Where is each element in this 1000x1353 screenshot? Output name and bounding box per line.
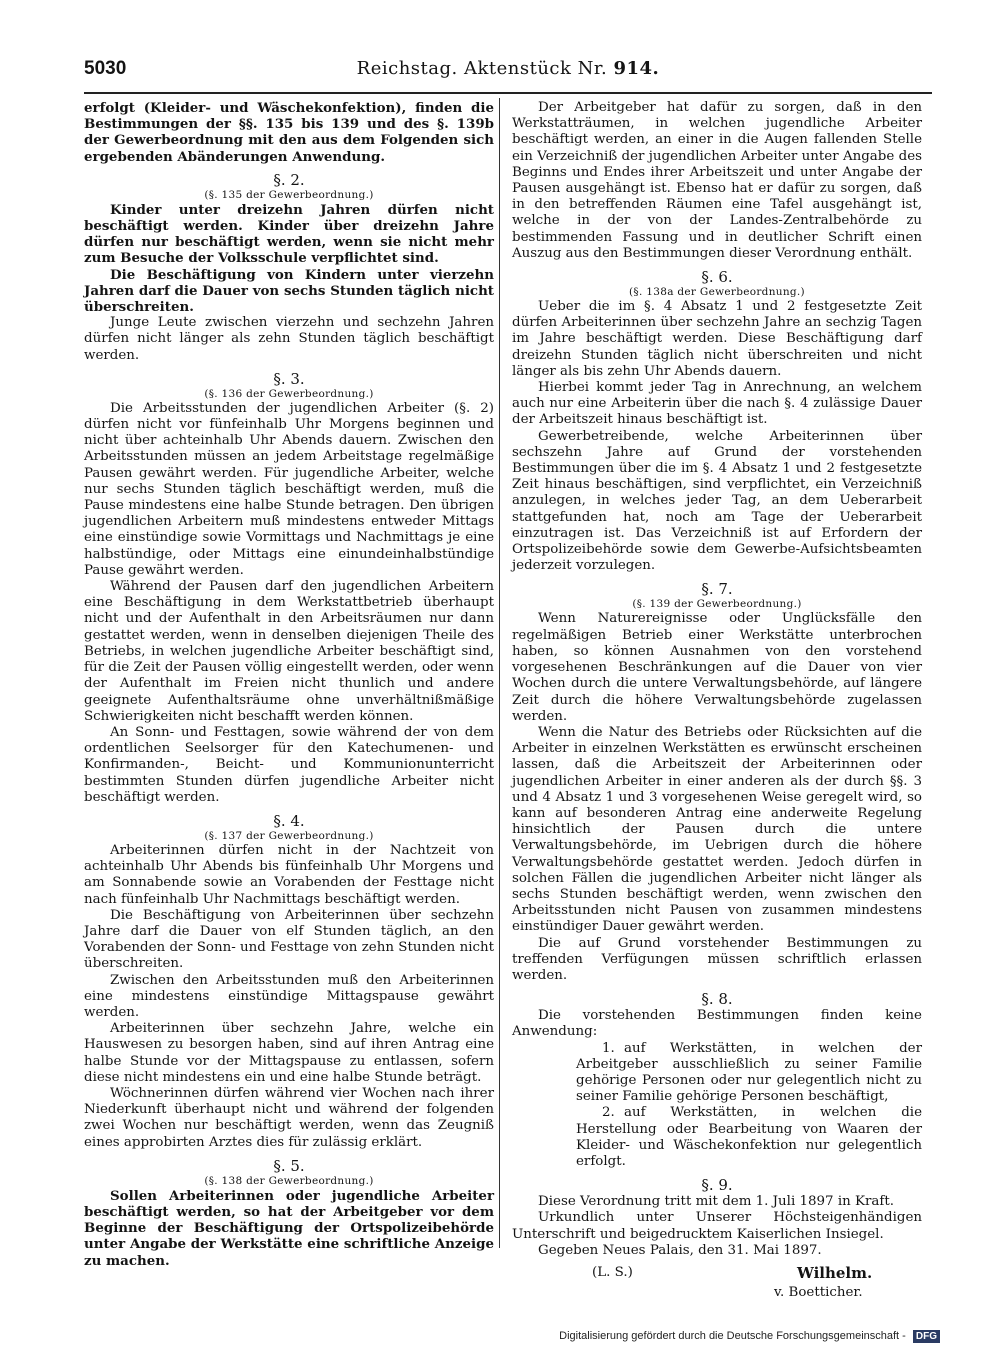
dfg-logo-icon: DFG [913, 1330, 940, 1343]
paragraph: Die Beschäftigung von Arbeiterinnen über sechzehn Jahre darf die Dauer von elf Stunden täglich, an den Vorabenden der Sonn- und Festtage von zehn Stunden nicht überschreiten. [84, 907, 494, 972]
paragraph: Die Beschäftigung von Kindern unter vierzehn Jahren darf die Dauer von sechs Stunden täglich nicht überschreiten. [84, 266, 494, 316]
section-heading-7: §. 7. [701, 580, 733, 599]
signer-name: Wilhelm. [797, 1264, 873, 1282]
paragraph: An Sonn- und Festtagen, sowie während der von dem ordentlichen Seelsorger für den Katechumenen- und Konfirmanden-, Beicht- und Kommunionunterricht bestimmten Stunden dürfen jugendliche Arbeiter nicht beschäftigt werden. [84, 724, 494, 805]
page-header [84, 58, 932, 88]
section-heading-6: §. 6. [701, 268, 733, 287]
header-rule [84, 92, 932, 94]
paragraph: Diese Verordnung tritt mit dem 1. Juli 1897 in Kraft. [538, 1194, 894, 1210]
list-item-text: auf Werkstätten, in welchen die Herstellung oder Bearbeitung von Waaren der Kleider- und Wäschekonfektion nur gelegentlich erfolgt. [576, 1105, 922, 1169]
paragraph: Während der Pausen darf den jugendlichen Arbeitern eine Beschäftigung in dem Werkstattbetrieb überhaupt nicht und der Aufenthalt in den Arbeitsräumen nur dann gestattet werden, wenn in denselben diejenigen Theile des Betriebs, in welchen jugendliche Arbeiter beschäftigt sind, für die Zeit der Pausen völlig eingestellt werden, oder wenn der Aufenthalt im Freien nicht thunlich und andere geeignete Aufenthaltsräume ohne unverhältnißmäßige Schwierigkeiten nicht beschafft werden können. [84, 579, 494, 724]
left-column [84, 100, 494, 1269]
paragraph: Die vorstehenden Bestimmungen finden keine Anwendung: [512, 1008, 922, 1040]
section-reference-7: (§. 139 der Gewerbeordnung.) [632, 598, 802, 611]
intro-paragraph: erfolgt (Kleider- und Wäschekonfektion), finden die Bestimmungen der §§. 135 bis 139 und des §. 139b der Gewerbeordnung mit den aus dem Folgenden sich ergebenden Abänderungen Anwendung. [84, 100, 494, 165]
column-divider [499, 98, 500, 1248]
section-reference-4: (§. 137 der Gewerbeordnung.) [204, 829, 374, 842]
section-heading-9: §. 9. [701, 1176, 733, 1195]
paragraph: Die auf Grund vorstehender Bestimmungen zu treffenden Verfügungen müssen schriftlich erlassen werden. [512, 935, 922, 983]
paragraph: Der Arbeitgeber hat dafür zu sorgen, daß in den Werkstatträumen, in welchen jugendliche Arbeiter beschäftigt werden, an einer in die Augen fallenden Stelle ein Verzeichniß der jugendlichen Arbeiter unter Angabe des Beginns und Endes ihrer Arbeitszeit und unter Angabe der Pausen ausgehängt ist. Ebenso hat er dafür zu sorgen, daß in den betreffenden Räumen eine Tafel ausgehängt ist, welche in der von der Landes-Zentralbehörde zu bestimmenden Fassung und in deutlicher Schrift einen Auszug aus den Bestimmungen dieser Verordnung enthält. [512, 100, 922, 261]
running-title [84, 58, 932, 79]
section-heading-5: §. 5. [273, 1156, 305, 1175]
section-reference-6: (§. 138a der Gewerbeordnung.) [629, 286, 805, 299]
document-number: 914. [613, 58, 660, 79]
list-item [512, 1041, 922, 1106]
paragraph: Wöchnerinnen dürfen während vier Wochen nach ihrer Niederkunft überhaupt nicht und während der folgenden zwei Wochen nur beschäftigt werden, wenn das Zeugniß eines approbirten Arztes dies für zulässig erklärt. [84, 1085, 494, 1150]
signature-block [512, 1265, 922, 1321]
section-reference-5: (§. 138 der Gewerbeordnung.) [204, 1174, 374, 1187]
paragraph: Hierbei kommt jeder Tag in Anrechnung, an welchem auch nur eine Arbeiterin über die nach §. 4 zulässige Dauer der Arbeitszeit hinaus beschäftigt ist. [512, 380, 922, 428]
paragraph: Kinder unter dreizehn Jahren dürfen nicht beschäftigt werden. Kinder über dreizehn Jahre dürfen nur beschäftigt werden, wenn sie nicht mehr zum Besuche der Volksschule verpflichtet sind. [84, 201, 494, 267]
paragraph: Arbeiterinnen dürfen nicht in der Nachtzeit von achteinhalb Uhr Abends bis fünfeinhalb Uhr Morgens und am Sonnabende sowie an Vorabenden der Festtage nicht nach fünfeinhalb Uhr Nachmittags beschäftigt werden. [84, 842, 494, 907]
section-heading-2: §. 2. [273, 170, 305, 189]
seal-mark: (L. S.) [592, 1265, 633, 1280]
paragraph: Wenn die Natur des Betriebs oder Rücksichten auf die Arbeiter in einzelnen Werkstätten es erwünscht erscheinen lassen, daß die Arbeitszeit der Arbeiterinnen oder jugendlichen Arbeiter in einer anderen als der durch §§. 3 und 4 Absatz 1 und 3 vorgesehenen Weise geregelt wird, so kann auf besonderen Antrag eine anderweite Regelung hinsichtlich der Pausen durch die untere Verwaltungsbehörde, im Uebrigen durch die höhere Verwaltungsbehörde gestattet werden. Jedoch dürfen in solchen Fällen die jugendlichen Arbeiter nicht länger als sechs Stunden beschäftigt werden, wenn zwischen den Arbeitsstunden nicht Pausen von zusammen mindestens einstündiger Dauer gewährt werden. [512, 724, 922, 935]
paragraph: Gegeben Neues Palais, den 31. Mai 1897. [538, 1242, 822, 1258]
paragraph: Zwischen den Arbeitsstunden muß den Arbeiterinnen eine mindestens einstündige Mittagspause gewährt werden. [84, 972, 494, 1020]
paragraph: Ueber die im §. 4 Absatz 1 und 2 festgesetzte Zeit dürfen Arbeiterinnen über sechzehn Jahre an sechzig Tagen im Jahre beschäftigt werden. Diese Beschäftigung darf dreizehn Stunden täglich nicht überschreiten und nicht länger als bis zehn Uhr Abends dauern. [512, 299, 922, 379]
list-item-text: auf Werkstätten, in welchen der Arbeitgeber ausschließlich zu seiner Familie gehörige Personen oder nur gelegentlich nicht zu seiner Familie gehörige Personen beschäftigt, [576, 1040, 922, 1105]
right-column [512, 100, 922, 1321]
paragraph: Arbeiterinnen über sechzehn Jahre, welche ein Hauswesen zu besorgen haben, sind auf ihren Antrag eine halbe Stunde vor der Mittagspause zu entlassen, sofern diese nicht mindestens ein und eine halbe Stunde beträgt. [84, 1021, 494, 1085]
paragraph: Gewerbetreibende, welche Arbeiterinnen über sechszehn Jahre auf Grund der vorstehenden Bestimmungen über die im §. 4 Absatz 1 und 2 festgesetzte Zeit hinaus beschäftigen, sind verpflichtet, ein Verzeichniß anzulegen, in welches jeder Tag, an dem Ueberarbeit stattgefunden hat, noch am Tage der Ueberarbeit einzutragen ist. Das Verzeichniß ist auf Erfordern der Ortspolizeibehörde sowie dem Gewerbe-Aufsichtsbeamten jederzeit vorzulegen. [512, 428, 922, 574]
paragraph: Die Arbeitsstunden der jugendlichen Arbeiter (§. 2) dürfen nicht vor fünfeinhalb Uhr Morgens beginnen und nicht über achteinhalb Uhr Abends dauern. Zwischen den Arbeitsstunden müssen an jedem Arbeitstage regelmäßige Pausen gewährt werden. Für jugendliche Arbeiter, welche nur sechs Stunden täglich beschäftigt werden, muß die Pause mindestens eine halbe Stunde betragen. Den übrigen jugendlichen Arbeitern muß mindestens entweder Mittags eine einstündige sowie Vormittags und Nachmittags je eine halbstündige, oder Mittags eine einundeinhalbstündige Pause gewährt werden. [84, 400, 494, 578]
list-item [512, 1105, 922, 1170]
list-item-number: 2. [602, 1105, 615, 1121]
section-heading-3: §. 3. [273, 369, 305, 388]
paragraph: Urkundlich unter Unserer Höchsteigenhändigen Unterschrift und beigedrucktem Kaiserlichen Insiegel. [512, 1210, 922, 1242]
running-title-text: Reichstag. Aktenstück Nr. [356, 58, 608, 79]
section-reference-3: (§. 136 der Gewerbeordnung.) [204, 387, 374, 400]
page-number: 5030 [84, 58, 127, 79]
list-item-number: 1. [602, 1040, 615, 1056]
section-heading-8: §. 8. [701, 990, 733, 1009]
paragraph: Junge Leute zwischen vierzehn und sechzehn Jahren dürfen nicht länger als zehn Stunden täglich beschäftigt werden. [84, 315, 494, 363]
section-reference-2: (§. 135 der Gewerbeordnung.) [204, 188, 374, 201]
footer-text: Digitalisierung gefördert durch die Deutsche Forschungsgemeinschaft - [559, 1330, 906, 1342]
paragraph: Sollen Arbeiterinnen oder jugendliche Arbeiter beschäftigt werden, so hat der Arbeitgeber vor dem Beginne der Beschäftigung der Ortspolizeibehörde unter Angabe der Werkstätte eine schriftliche Anzeige zu machen. [84, 1187, 494, 1269]
paragraph: Wenn Naturereignisse oder Unglücksfälle den regelmäßigen Betrieb einer Werkstätte unterbrochen haben, so können Ausnahmen von den vorstehend vorgesehenen Beschränkungen auf die Dauer von vier Wochen durch die untere Verwaltungsbehörde, auf längere Zeit durch die höhere Verwaltungsbehörde zugelassen werden. [512, 611, 922, 724]
footer [559, 1330, 940, 1343]
cosigner-name: v. Boetticher. [774, 1285, 863, 1300]
section-heading-4: §. 4. [273, 811, 305, 830]
